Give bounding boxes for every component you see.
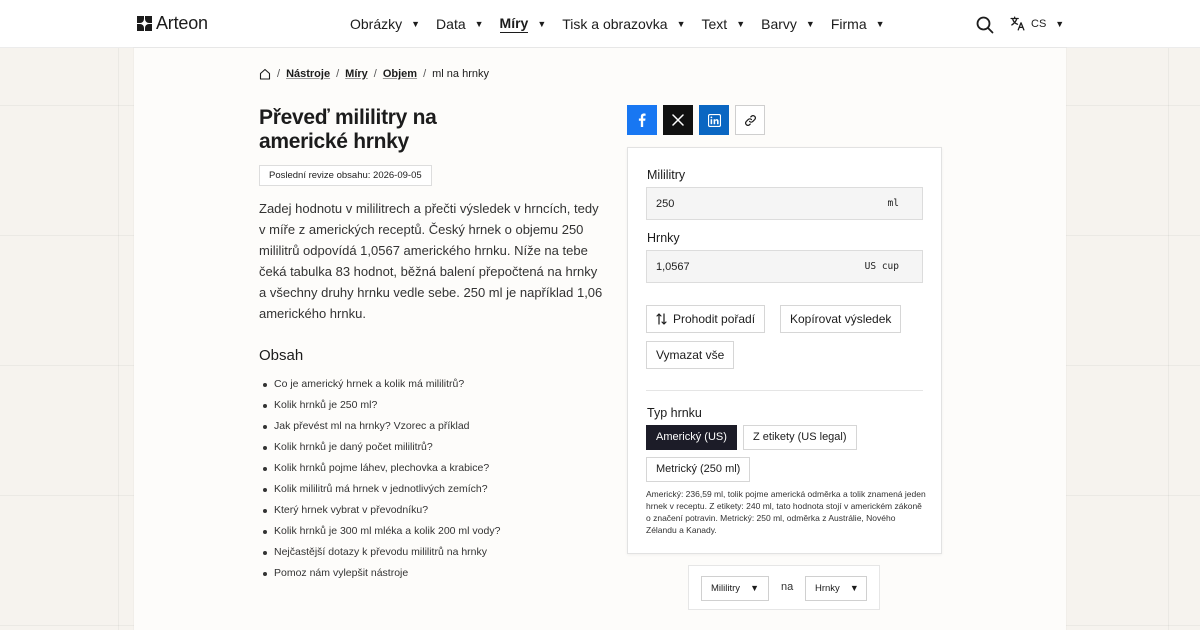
caret-down-icon: ▼ xyxy=(474,19,484,29)
swap-arrows-icon xyxy=(656,313,667,325)
cup-type-metric-option[interactable]: Metrický (250 ml) xyxy=(646,457,750,482)
cup-type-label: Typ hrnku xyxy=(647,406,702,420)
milliliters-unit: ml xyxy=(887,198,899,209)
toc-item[interactable]: Kolik mililitrů má hrnek v jednotlivých zemích? xyxy=(259,479,500,500)
swap-button-label: Prohodit pořadí xyxy=(673,312,756,326)
toc-heading: Obsah xyxy=(259,347,304,364)
breadcrumb-current: ml na hrnky xyxy=(432,68,489,80)
logo-mark-icon xyxy=(137,16,152,31)
to-unit-value: Hrnky xyxy=(815,583,840,594)
breadcrumb-miry[interactable]: Míry xyxy=(345,68,368,80)
revision-badge: Poslední revize obsahu: 2026-09-05 xyxy=(259,165,432,186)
linkedin-icon xyxy=(708,114,721,127)
nav-label: Text xyxy=(701,16,728,32)
to-unit-select[interactable] xyxy=(805,576,867,601)
toc-item[interactable]: Kolik hrnků je 300 ml mléka a kolik 200 ml vody? xyxy=(259,521,500,542)
home-icon[interactable] xyxy=(259,68,271,80)
x-icon xyxy=(672,114,684,126)
to-field-label: Hrnky xyxy=(647,231,680,245)
breadcrumb-objem[interactable]: Objem xyxy=(382,68,418,80)
toc-item[interactable]: Pomoz nám vylepšit nástroje xyxy=(259,563,500,584)
nav-item-tisk-a-obrazovka[interactable] xyxy=(562,16,685,32)
nav-item-barvy[interactable] xyxy=(761,16,815,32)
nav-label: Barvy xyxy=(761,16,797,32)
from-unit-select[interactable] xyxy=(701,576,769,601)
cups-unit: US cup xyxy=(864,261,899,272)
search-icon[interactable] xyxy=(976,16,994,34)
breadcrumb-nastroje[interactable]: Nástroje xyxy=(286,68,331,80)
main-content xyxy=(134,48,1066,630)
breadcrumb-separator: / xyxy=(373,68,377,80)
unit-selector-bar xyxy=(688,565,880,610)
clear-all-button-label: Vymazat vše xyxy=(656,348,725,362)
link-icon xyxy=(744,114,757,127)
caret-down-icon: ▼ xyxy=(1055,18,1065,29)
cups-input[interactable] xyxy=(656,251,856,282)
nav-item-firma[interactable] xyxy=(831,16,885,32)
caret-down-icon: ▼ xyxy=(411,19,421,29)
toc-item[interactable]: Kolik hrnků je daný počet mililitrů? xyxy=(259,437,500,458)
cup-type-note: Americký: 236,59 ml, tolik pojme americká odměrka a tolik znamená jeden hrnek v receptu. Z etikety: 240 ml, tato hodnota stojí v americkém zákoně o značení potravin. Metrický: 250 ml, odměrka z Austrálie, Nového Zélandu a Kanady. xyxy=(646,489,926,535)
brand-name: Arteon xyxy=(156,13,208,33)
nav-label: Data xyxy=(436,16,466,32)
caret-down-icon: ▼ xyxy=(875,19,885,29)
cups-input-box xyxy=(646,250,923,283)
brand-logo[interactable] xyxy=(137,13,208,34)
converter-panel xyxy=(627,147,942,554)
nav-item-miry[interactable] xyxy=(500,15,547,33)
copy-result-button[interactable] xyxy=(780,305,901,333)
table-of-contents xyxy=(259,374,500,584)
unit-connector: na xyxy=(781,581,794,593)
nav-label: Tisk a obrazovka xyxy=(562,16,668,32)
nav-label: Míry xyxy=(499,15,529,31)
share-x-button[interactable] xyxy=(663,105,693,135)
facebook-icon xyxy=(637,113,647,127)
breadcrumb-separator: / xyxy=(423,68,427,80)
translate-icon xyxy=(1009,15,1026,32)
panel-divider xyxy=(646,390,923,391)
toc-item[interactable]: Který hrnek vybrat v převodníku? xyxy=(259,500,500,521)
caret-down-icon: ▼ xyxy=(805,19,815,29)
caret-down-icon: ▼ xyxy=(676,19,686,29)
toc-item[interactable]: Kolik hrnků je 250 ml? xyxy=(259,395,500,416)
breadcrumb-separator: / xyxy=(336,68,340,80)
top-navigation-bar xyxy=(0,0,1200,48)
nav-item-text[interactable] xyxy=(702,16,746,32)
main-nav xyxy=(350,0,901,48)
toc-item[interactable]: Kolik hrnků pojme láhev, plechovka a krabice? xyxy=(259,458,500,479)
copy-link-button[interactable] xyxy=(735,105,765,135)
from-field-label: Mililitry xyxy=(647,168,686,182)
cup-type-us-option[interactable]: Americký (US) xyxy=(646,425,737,450)
milliliters-input-box xyxy=(646,187,923,220)
milliliters-input[interactable] xyxy=(656,188,856,219)
clear-all-button[interactable] xyxy=(646,341,734,369)
from-unit-value: Mililitry xyxy=(711,583,741,594)
page-title: Převeď mililitry na americké hrnky xyxy=(259,106,437,153)
breadcrumb xyxy=(259,68,489,80)
caret-down-icon: ▼ xyxy=(736,19,746,29)
nav-item-data[interactable] xyxy=(436,16,484,32)
language-code: CS xyxy=(1031,17,1047,30)
toc-item[interactable]: Jak převést ml na hrnky? Vzorec a příklad xyxy=(259,416,500,437)
caret-down-icon: ▼ xyxy=(537,19,547,29)
breadcrumb-separator: / xyxy=(277,68,281,80)
share-linkedin-button[interactable] xyxy=(699,105,729,135)
share-buttons xyxy=(627,105,765,135)
language-selector[interactable] xyxy=(1009,15,1064,32)
nav-label: Obrázky xyxy=(350,16,403,32)
nav-label: Firma xyxy=(830,16,867,32)
swap-button[interactable] xyxy=(646,305,765,333)
share-facebook-button[interactable] xyxy=(627,105,657,135)
copy-result-button-label: Kopírovat výsledek xyxy=(790,312,892,326)
toc-item[interactable]: Co je americký hrnek a kolik má mililitrů? xyxy=(259,374,500,395)
caret-down-icon: ▼ xyxy=(750,583,759,593)
toc-item[interactable]: Nejčastější dotazy k převodu mililitrů na hrnky xyxy=(259,542,500,563)
caret-down-icon: ▼ xyxy=(849,583,859,593)
intro-paragraph: Zadej hodnotu v mililitrech a přečti výsledek v hrncích, tedy v míře z amerických receptů. Český hrnek o objemu 250 mililitrů odpovídá 1,0567 amerického hrnku. Níže na tebe čeká tabulka 83 hodnot, běžná balení přepočtená na hrnky a všechny druhy hrnku vedle sebe. 250 ml je například 1,06 amerického hrnku. xyxy=(259,201,603,321)
cup-type-us-legal-option[interactable]: Z etikety (US legal) xyxy=(743,425,857,450)
nav-item-obrazky[interactable] xyxy=(350,16,420,32)
